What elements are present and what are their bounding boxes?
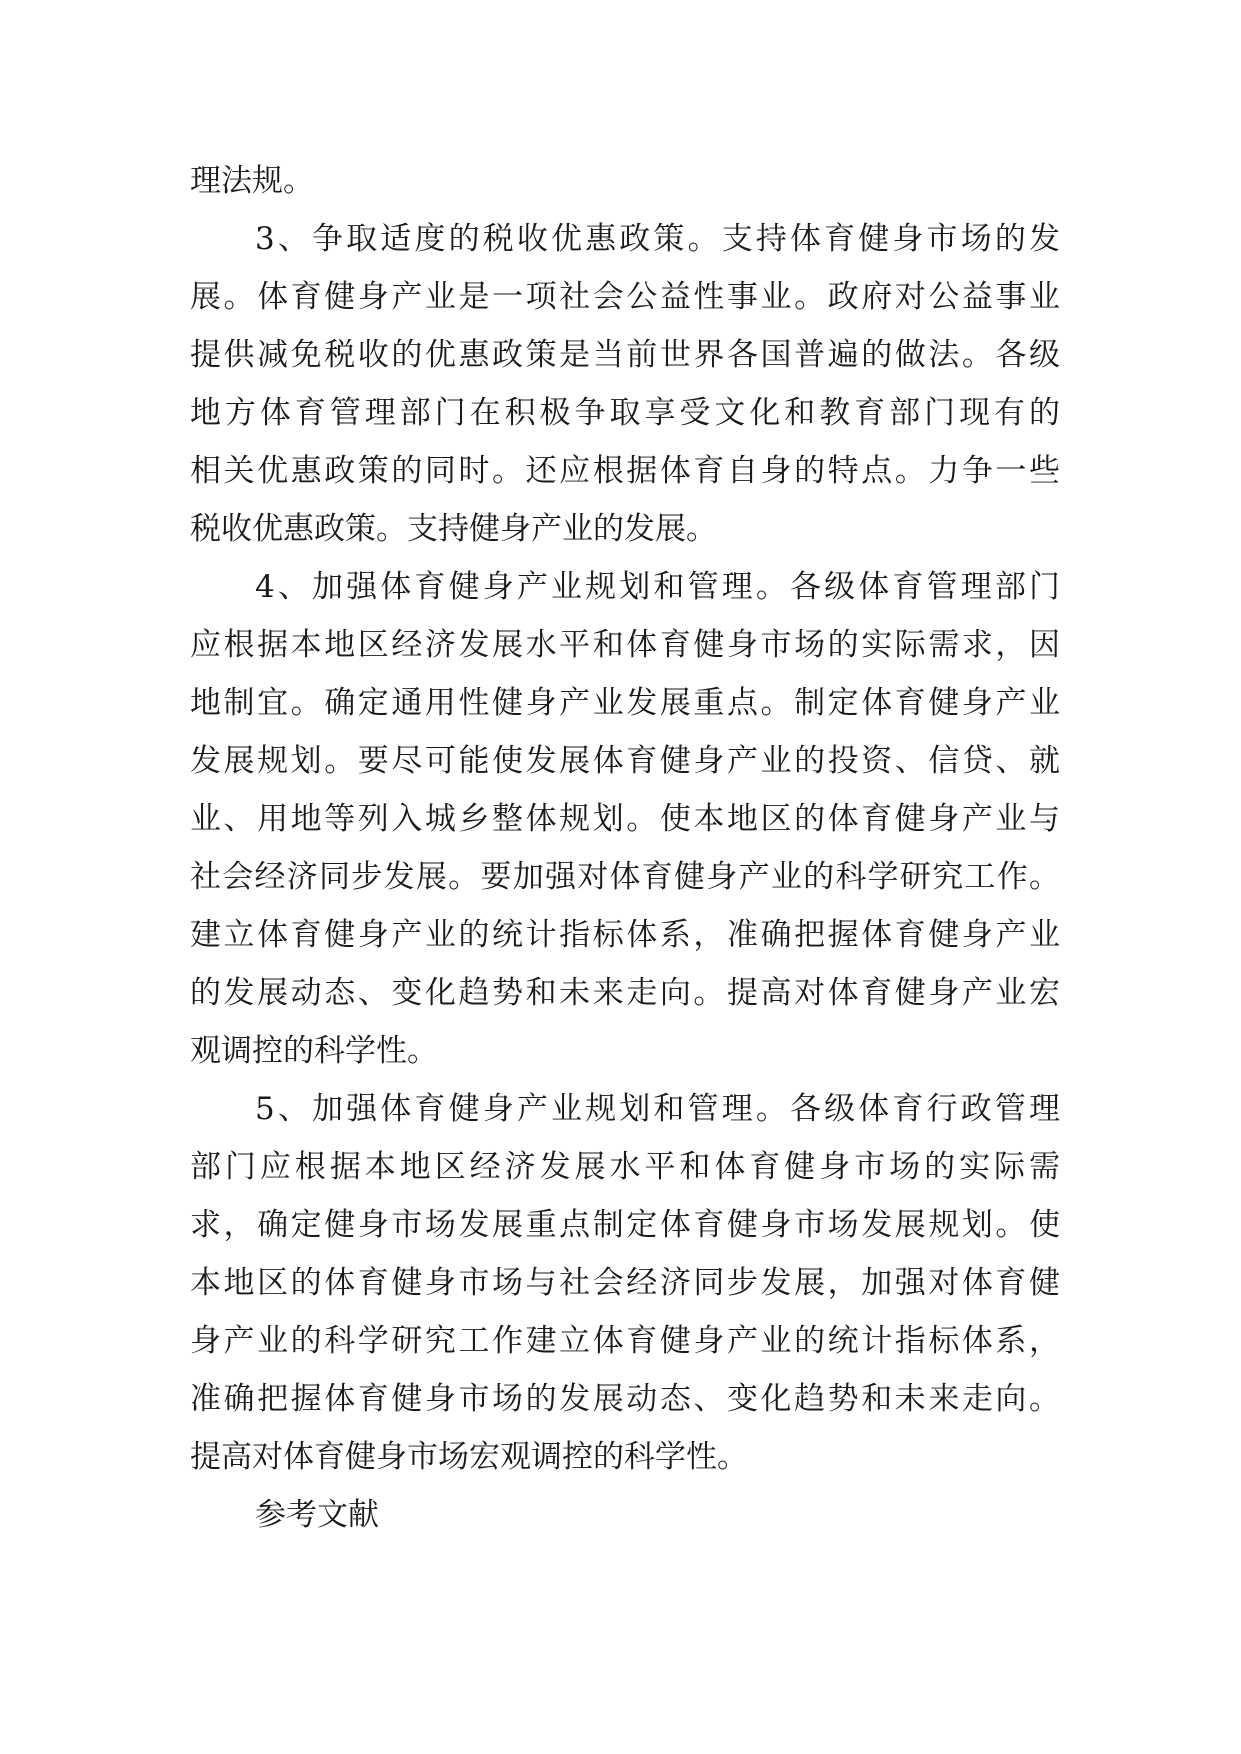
text-line: 展。体育健身产业是一项社会公益性事业。政府对公益事业	[190, 279, 1060, 315]
references-heading: 参考文献	[255, 1497, 379, 1533]
text-line: 业、用地等列入城乡整体规划。使本地区的体育健身产业与	[190, 801, 1060, 837]
text-line: 3、争取适度的税收优惠政策。支持体育健身市场的发	[255, 221, 1060, 257]
text-line: 理法规。	[190, 163, 314, 199]
text-line: 观调控的科学性。	[190, 1033, 438, 1069]
text-line: 提供减免税收的优惠政策是当前世界各国普遍的做法。各级	[190, 337, 1060, 373]
text-line: 应根据本地区经济发展水平和体育健身市场的实际需求，因	[190, 627, 1060, 663]
text-line: 发展规划。要尽可能使发展体育健身产业的投资、信贷、就	[190, 743, 1060, 779]
text-line: 求，确定健身市场发展重点制定体育健身市场发展规划。使	[190, 1207, 1060, 1243]
text-line: 税收优惠政策。支持健身产业的发展。	[190, 511, 717, 547]
text-line: 建立体育健身产业的统计指标体系，准确把握体育健身产业	[190, 917, 1060, 953]
text-line: 提高对体育健身市场宏观调控的科学性。	[190, 1439, 748, 1475]
text-line: 地制宜。确定通用性健身产业发展重点。制定体育健身产业	[190, 685, 1060, 721]
body-text	[190, 152, 1060, 1544]
text-line: 准确把握体育健身市场的发展动态、变化趋势和未来走向。	[190, 1381, 1060, 1417]
text-line: 身产业的科学研究工作建立体育健身产业的统计指标体系，	[190, 1323, 1060, 1359]
text-line: 本地区的体育健身市场与社会经济同步发展，加强对体育健	[190, 1265, 1060, 1301]
text-line: 地方体育管理部门在积极争取享受文化和教育部门现有的	[190, 395, 1060, 431]
text-line: 的发展动态、变化趋势和未来走向。提高对体育健身产业宏	[190, 975, 1060, 1011]
text-line: 5、加强体育健身产业规划和管理。各级体育行政管理	[255, 1091, 1060, 1127]
text-line: 部门应根据本地区经济发展水平和体育健身市场的实际需	[190, 1149, 1060, 1185]
text-line: 相关优惠政策的同时。还应根据体育自身的特点。力争一些	[190, 453, 1060, 489]
text-line: 社会经济同步发展。要加强对体育健身产业的科学研究工作。	[190, 859, 1060, 895]
text-line: 4、加强体育健身产业规划和管理。各级体育管理部门	[255, 569, 1060, 605]
